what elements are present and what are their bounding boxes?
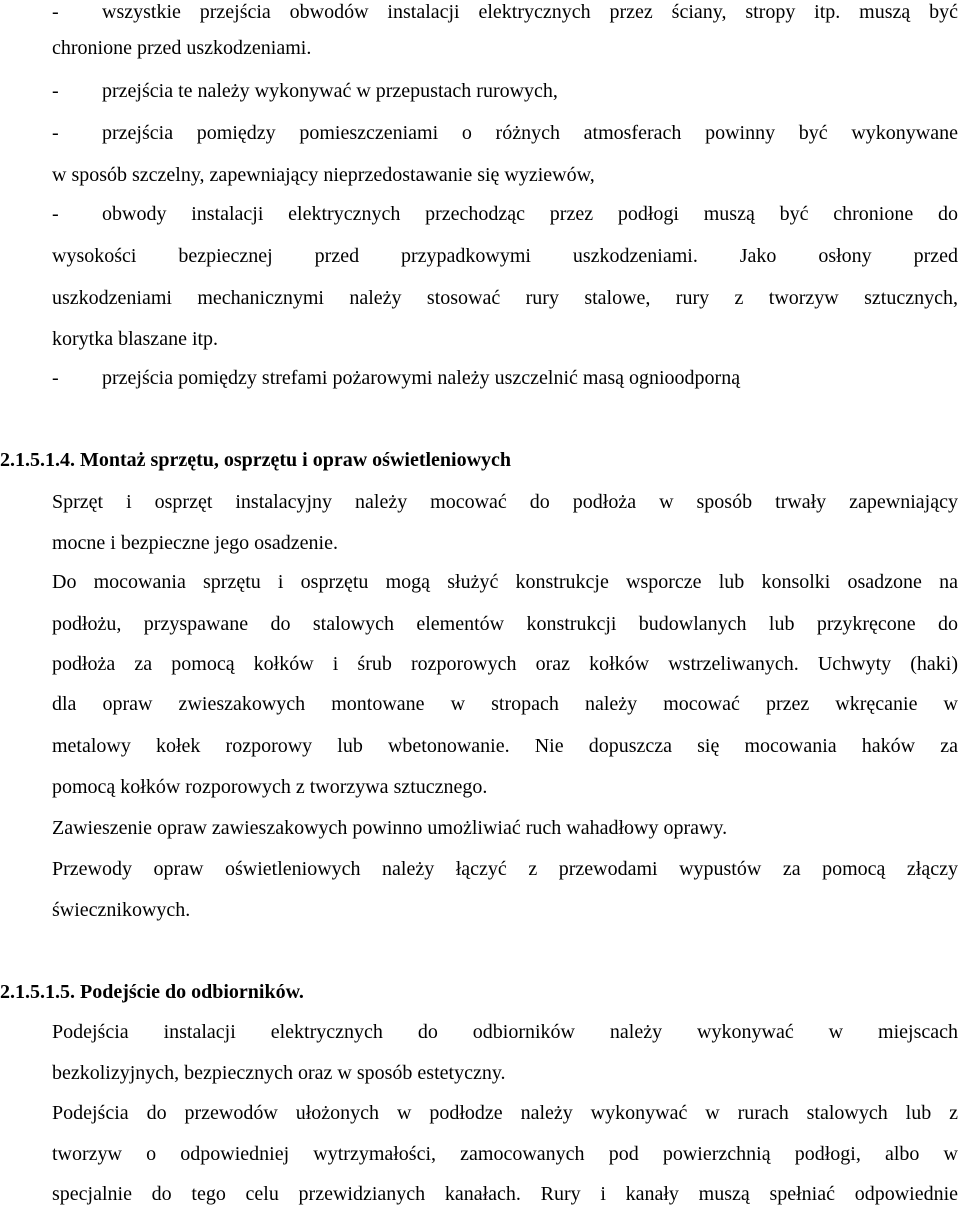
bullet-text-line: uszkodzeniami mechanicznymi należy stosować rury stalowe, rury z tworzyw sztucznych, bbox=[52, 287, 958, 309]
bullet-text-line: przejścia te należy wykonywać w przepustach rurowych, bbox=[102, 80, 558, 102]
paragraph-line: Przewody opraw oświetleniowych należy łączyć z przewodami wypustów za pomocą złączy bbox=[52, 858, 958, 880]
bullet-text-line: chronione przed uszkodzeniami. bbox=[52, 37, 312, 59]
paragraph-line: bezkolizyjnych, bezpiecznych oraz w sposób estetyczny. bbox=[52, 1062, 506, 1084]
section-heading: 2.1.5.1.4. Montaż sprzętu, osprzętu i opraw oświetleniowych bbox=[0, 449, 512, 471]
bullet-text-line: wszystkie przejścia obwodów instalacji elektrycznych przez ściany, stropy itp. muszą być bbox=[102, 1, 958, 23]
bullet-dash: - bbox=[52, 1, 59, 23]
bullet-text-line: obwody instalacji elektrycznych przechodząc przez podłogi muszą być chronione do bbox=[102, 203, 958, 225]
paragraph-line: świecznikowych. bbox=[52, 899, 191, 921]
bullet-text-line: korytka blaszane itp. bbox=[52, 328, 219, 350]
bullet-dash: - bbox=[52, 122, 59, 144]
paragraph-line: podłoża za pomocą kołków i śrub rozporowych oraz kołków wstrzeliwanych. Uchwyty (haki) bbox=[52, 653, 958, 675]
bullet-text-line: przejścia pomiędzy pomieszczeniami o różnych atmosferach powinny być wykonywane bbox=[102, 122, 958, 144]
paragraph-line: tworzyw o odpowiedniej wytrzymałości, zamocowanych pod powierzchnią podłogi, albo w bbox=[52, 1143, 958, 1165]
bullet-dash: - bbox=[52, 80, 59, 102]
bullet-text-line: przejścia pomiędzy strefami pożarowymi należy uszczelnić masą ognioodporną bbox=[102, 367, 741, 389]
bullet-dash: - bbox=[52, 203, 59, 225]
paragraph-line: metalowy kołek rozporowy lub wbetonowanie. Nie dopuszcza się mocowania haków za bbox=[52, 735, 958, 757]
bullet-dash: - bbox=[52, 367, 59, 389]
paragraph-line: specjalnie do tego celu przewidzianych kanałach. Rury i kanały muszą spełniać odpowiednie bbox=[52, 1183, 958, 1205]
paragraph-line: Do mocowania sprzętu i osprzętu mogą służyć konstrukcje wsporcze lub konsolki osadzone na bbox=[52, 571, 958, 593]
bullet-text-line: wysokości bezpiecznej przed przypadkowymi uszkodzeniami. Jako osłony przed bbox=[52, 245, 958, 267]
paragraph-line: Podejścia instalacji elektrycznych do odbiorników należy wykonywać w miejscach bbox=[52, 1021, 958, 1043]
bullet-text-line: w sposób szczelny, zapewniający nieprzedostawanie się wyziewów, bbox=[52, 164, 595, 186]
paragraph-line: dla opraw zwieszakowych montowane w stropach należy mocować przez wkręcanie w bbox=[52, 693, 958, 715]
section-heading: 2.1.5.1.5. Podejście do odbiorników. bbox=[0, 981, 304, 1003]
paragraph-line: Podejścia do przewodów ułożonych w podłodze należy wykonywać w rurach stalowych lub z bbox=[52, 1102, 958, 1124]
paragraph-line: pomocą kołków rozporowych z tworzywa sztucznego. bbox=[52, 776, 488, 798]
paragraph-line: mocne i bezpieczne jego osadzenie. bbox=[52, 532, 338, 554]
paragraph-line: Zawieszenie opraw zawieszakowych powinno umożliwiać ruch wahadłowy oprawy. bbox=[52, 817, 728, 839]
paragraph-line: Sprzęt i osprzęt instalacyjny należy mocować do podłoża w sposób trwały zapewniający bbox=[52, 491, 958, 513]
paragraph-line: podłożu, przyspawane do stalowych elementów konstrukcji budowlanych lub przykręcone do bbox=[52, 613, 958, 635]
